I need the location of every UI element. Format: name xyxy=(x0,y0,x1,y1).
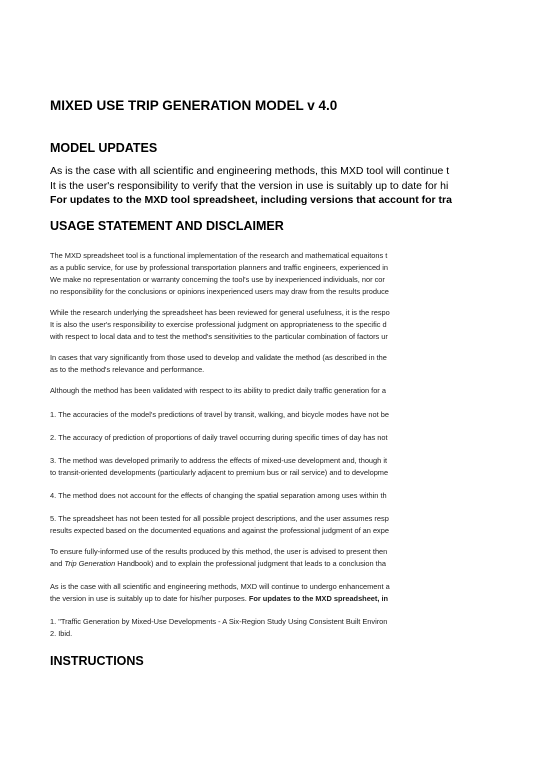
limitation-item-5-line: results expected based on the documented equations and against the professional judgment of an expe xyxy=(50,526,389,535)
usage-p6-line xyxy=(50,594,550,603)
usage-p2-line: with respect to local data and to test the method's sensitivities to the particular combination of factors ur xyxy=(50,332,388,341)
p6-normal: the version in use is suitably up to date for his/her purposes. xyxy=(50,594,249,603)
limitation-item-3-line: to transit-oriented developments (particularly adjacent to premium bus or rail service) and to developme xyxy=(50,468,389,477)
usage-p2-line: It is also the user's responsibility to exercise professional judgment on appropriateness to the specific d xyxy=(50,320,387,329)
p6-updates-link: For updates to the MXD spreadsheet, in xyxy=(248,594,389,603)
usage-p3-line: In cases that vary significantly from those used to develop and validate the method (as described in the xyxy=(50,353,387,362)
usage-p5-line xyxy=(50,559,550,568)
limitation-item-3-line: 3. The method was developed primarily to address the effects of mixed-use development and, though it xyxy=(50,456,388,465)
model-updates-link-line: For updates to the MXD tool spreadsheet, including versions that account for tra xyxy=(50,194,452,206)
instructions-heading: INSTRUCTIONS xyxy=(50,654,144,668)
limitation-item-2: 2. The accuracy of prediction of proportions of daily travel occurring during specific times of day has not xyxy=(50,433,388,442)
usage-heading: USAGE STATEMENT AND DISCLAIMER xyxy=(50,219,284,233)
model-updates-line: As is the case with all scientific and engineering methods, this MXD tool will continue t xyxy=(50,165,450,177)
usage-p4-line: Although the method has been validated with respect to its ability to predict daily traffic generation for a xyxy=(50,386,386,395)
usage-p1-line: The MXD spreadsheet tool is a functional implementation of the research and mathematical equaitons t xyxy=(50,251,388,260)
usage-p6-line: As is the case with all scientific and engineering methods, MXD will continue to undergo enhancement a xyxy=(50,582,390,591)
model-updates-heading: MODEL UPDATES xyxy=(50,141,158,155)
footnote-2: 2. Ibid. xyxy=(50,629,73,638)
usage-p1-line: as a public service, for use by professional transportation planners and traffic engineers, experienced in xyxy=(50,263,388,272)
usage-p2-line: While the research underlying the spreadsheet has been reviewed for general usefulness, it is the respo xyxy=(50,308,390,317)
limitation-item-1: 1. The accuracies of the model's predictions of travel by transit, walking, and bicycle modes have not be xyxy=(50,410,389,419)
usage-p1-line: We make no representation or warranty concerning the tool's use by inexperienced individuals, nor cor xyxy=(50,275,385,284)
document-title: MIXED USE TRIP GENERATION MODEL v 4.0 xyxy=(50,98,338,113)
model-updates-line: It is the user's responsibility to verify that the version in use is suitably up to date for hi xyxy=(50,180,449,192)
footnote-1: 1. "Traffic Generation by Mixed-Use Developments - A Six-Region Study Using Consistent Built Environ xyxy=(50,617,388,626)
usage-p5-line: To ensure fully-informed use of the results produced by this method, the user is advised to present then xyxy=(50,547,388,556)
p5-suffix: Handbook) and to explain the professional judgment that leads to a conclusion tha xyxy=(115,559,386,568)
limitation-item-5-line: 5. The spreadsheet has not been tested for all possible project descriptions, and the user assumes resp xyxy=(50,514,389,523)
trip-generation-handbook-title: Trip Generation xyxy=(64,559,116,568)
usage-p1-line: no responsibility for the conclusions or opinions inexperienced users may draw from the results produce xyxy=(50,287,389,296)
usage-p3-line: as to the method's relevance and performance. xyxy=(50,365,205,374)
p5-prefix: and xyxy=(50,559,65,568)
limitation-item-4: 4. The method does not account for the effects of changing the spatial separation among uses within th xyxy=(50,491,387,500)
